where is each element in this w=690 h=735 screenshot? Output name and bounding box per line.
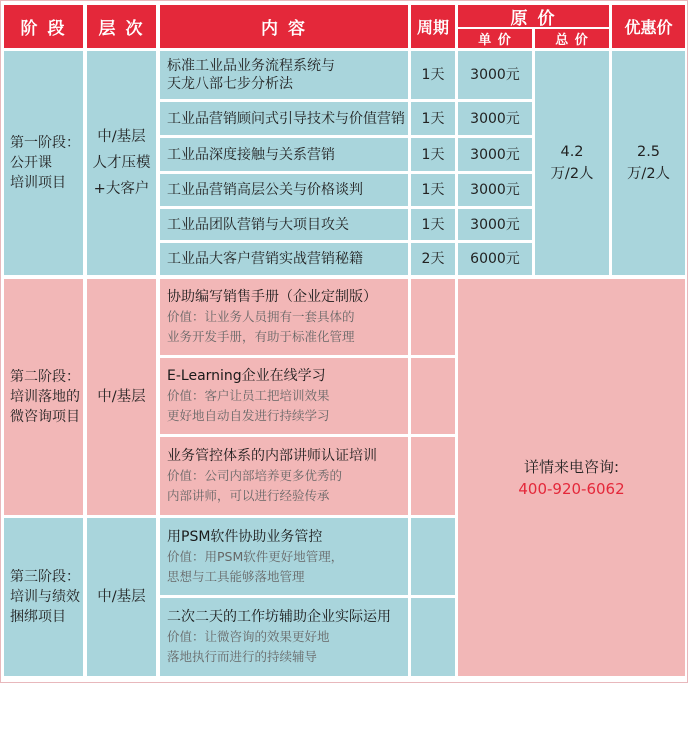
- stage3-name: [4, 518, 83, 676]
- header-content: [160, 5, 408, 48]
- stage3-item1-period: [411, 518, 455, 595]
- stage1-row5-line1: 工业品团队营销与大项目攻关: [167, 216, 349, 233]
- stage1-row6-period: [411, 243, 455, 275]
- header-level: [87, 5, 156, 48]
- stage1-row1-price-label: 3000元: [470, 67, 520, 83]
- stage2-level: [87, 279, 156, 515]
- stage2-item2-period: [411, 358, 455, 434]
- stage3-item2: [160, 598, 408, 676]
- header-original-price: [458, 5, 609, 27]
- stage2-name: [4, 279, 83, 515]
- stage2-item1-value-line2: 业务开发手册，有助于标准化管理: [167, 329, 355, 344]
- stage1-row6-price-label: 6000元: [470, 251, 520, 267]
- header-discount-label: 优惠价: [624, 18, 673, 37]
- stage1-row6-content: [160, 243, 408, 275]
- stage1-row6-line1: 工业品大客户营销实战营销秘籍: [167, 251, 363, 267]
- stage1-row4-period: [411, 174, 455, 206]
- stage2-name-line3: 微咨询项目: [10, 409, 80, 425]
- stage1-row1-period-label: 1天: [421, 67, 445, 83]
- stage3-name-line1: 第三阶段：: [10, 569, 80, 585]
- stage2-name-line2: 培训落地的: [10, 389, 80, 405]
- stage1-level-line3: +大客户: [93, 181, 150, 197]
- stage3-level-label: 中/基层: [97, 589, 146, 605]
- stage3-item2-value-line2: 落地执行而进行的持续辅导: [167, 649, 318, 664]
- stage1-row2-price-label: 3000元: [470, 110, 520, 127]
- stage2-level-label: 中/基层: [97, 389, 146, 405]
- header-original-price-label: 原 价: [510, 8, 557, 29]
- stage1-row1-price: [458, 51, 532, 99]
- stage1-discount-unit: 万/2人: [626, 166, 671, 182]
- header-period: [411, 5, 455, 48]
- stage1-total-unit: 万/2人: [550, 166, 594, 182]
- stage1-row2-content: [160, 102, 408, 135]
- header-stage: [4, 5, 83, 48]
- stage1-level-line1: 中/基层: [97, 129, 146, 145]
- stage1-name: [4, 51, 83, 275]
- stage2-item2-title: E-Learning企业在线学习: [167, 368, 326, 384]
- stage1-row5-period-label: 1天: [421, 216, 445, 233]
- stage1-row2-period: [411, 102, 455, 135]
- consult-phone[interactable]: 400-920-6062: [518, 479, 625, 498]
- header-total-price-label: 总 价: [555, 33, 589, 48]
- stage3-item1-value-line2: 思想与工具能够落地管理: [167, 568, 305, 584]
- stage2-item3-title: 业务管控体系的内部讲师认证培训: [167, 448, 377, 464]
- header-content-label: 内 容: [261, 19, 307, 39]
- stage2-item1: [160, 279, 408, 355]
- stage1-row5-period: [411, 209, 455, 240]
- stage3-level: [87, 518, 156, 676]
- stage2-item1-title: 协助编写销售手册（企业定制版）: [167, 289, 377, 305]
- stage1-row1-line1: 标准工业品业务流程系统与: [167, 58, 335, 74]
- stage3-item2-period: [411, 598, 455, 676]
- stage1-row4-price: [458, 174, 532, 206]
- stage1-row4-line1: 工业品营销高层公关与价格谈判: [167, 182, 363, 198]
- stage2-item2-value-line2: 更好地自动自发进行持续学习: [167, 408, 330, 423]
- stage1-row6-price: [458, 243, 532, 275]
- stage1-row3-line1: 工业品深度接触与关系营销: [167, 146, 335, 163]
- stage1-row4-content: [160, 174, 408, 206]
- stage1-row5-price-label: 3000元: [470, 216, 520, 233]
- stage1-row3-price: [458, 138, 532, 171]
- stage2-item1-period: [411, 279, 455, 355]
- stage1-row4-price-label: 3000元: [470, 182, 520, 198]
- stage1-row3-price-label: 3000元: [470, 146, 520, 163]
- stage3-item1-value-line1: 价值：用PSM软件更好地管理，: [167, 548, 344, 564]
- stage3-name-line2: 培训与绩效: [10, 589, 80, 605]
- stage1-name-line1: 第一阶段：: [10, 135, 80, 151]
- stage1-name-line2: 公开课: [10, 155, 52, 171]
- stage1-row1-period: [411, 51, 455, 99]
- stage1-row3-content: [160, 138, 408, 171]
- header-period-label: 周期: [416, 18, 449, 37]
- stage1-discount-value: 2.5: [636, 144, 661, 160]
- stage1-row1-line2: 天龙八部七步分析法: [167, 76, 293, 92]
- stage2-item2-value-line1: 价值：客户让员工把培训效果: [167, 388, 330, 403]
- header-total-price: [535, 29, 609, 48]
- stage2-item3-period: [411, 437, 455, 515]
- stage1-row5-content: [160, 209, 408, 240]
- stage3-name-line3: 捆绑项目: [10, 609, 66, 625]
- consult-cell: [458, 279, 685, 676]
- stage1-row1-content: [160, 51, 408, 99]
- stage3-item1: [160, 518, 408, 595]
- stage2-item1-value-line1: 价值：让业务人员拥有一套具体的: [167, 309, 355, 324]
- header-stage-label: 阶 段: [20, 19, 67, 39]
- stage2-item2: [160, 358, 408, 434]
- stage1-level: [87, 51, 156, 275]
- stage2-item3-value-line1: 价值：公司内部培养更多优秀的: [167, 468, 343, 483]
- stage1-discount: [612, 51, 685, 275]
- header-level-label: 层 次: [98, 19, 145, 39]
- stage1-row2-line1: 工业品营销顾问式引导技术与价值营销: [167, 110, 405, 127]
- stage1-total: [535, 51, 609, 275]
- stage2-item3: [160, 437, 408, 515]
- stage1-row3-period-label: 1天: [421, 146, 445, 163]
- stage1-row2-price: [458, 102, 532, 135]
- stage1-row6-period-label: 2天: [421, 251, 445, 267]
- stage2-name-line1: 第二阶段：: [10, 369, 80, 385]
- stage3-item1-title: 用PSM软件协助业务管控: [167, 528, 323, 545]
- header-unit-price: [458, 29, 532, 48]
- stage3-item2-value-line1: 价值：让微咨询的效果更好地: [167, 629, 330, 644]
- stage1-row3-period: [411, 138, 455, 171]
- header-discount: [612, 5, 685, 48]
- consult-label: 详情来电咨询:: [523, 457, 620, 476]
- stage1-row2-period-label: 1天: [421, 110, 445, 127]
- stage1-row5-price: [458, 209, 532, 240]
- stage1-total-value: 4.2: [560, 144, 584, 160]
- stage1-name-line3: 培训项目: [10, 175, 66, 191]
- stage1-level-line2: 人才压模: [92, 155, 151, 171]
- header-unit-price-label: 单 价: [478, 33, 512, 48]
- stage2-item3-value-line2: 内部讲师，可以进行经验传承: [167, 488, 330, 503]
- stage3-item2-title: 二次二天的工作坊辅助企业实际运用: [167, 609, 391, 625]
- stage1-row4-period-label: 1天: [421, 182, 445, 198]
